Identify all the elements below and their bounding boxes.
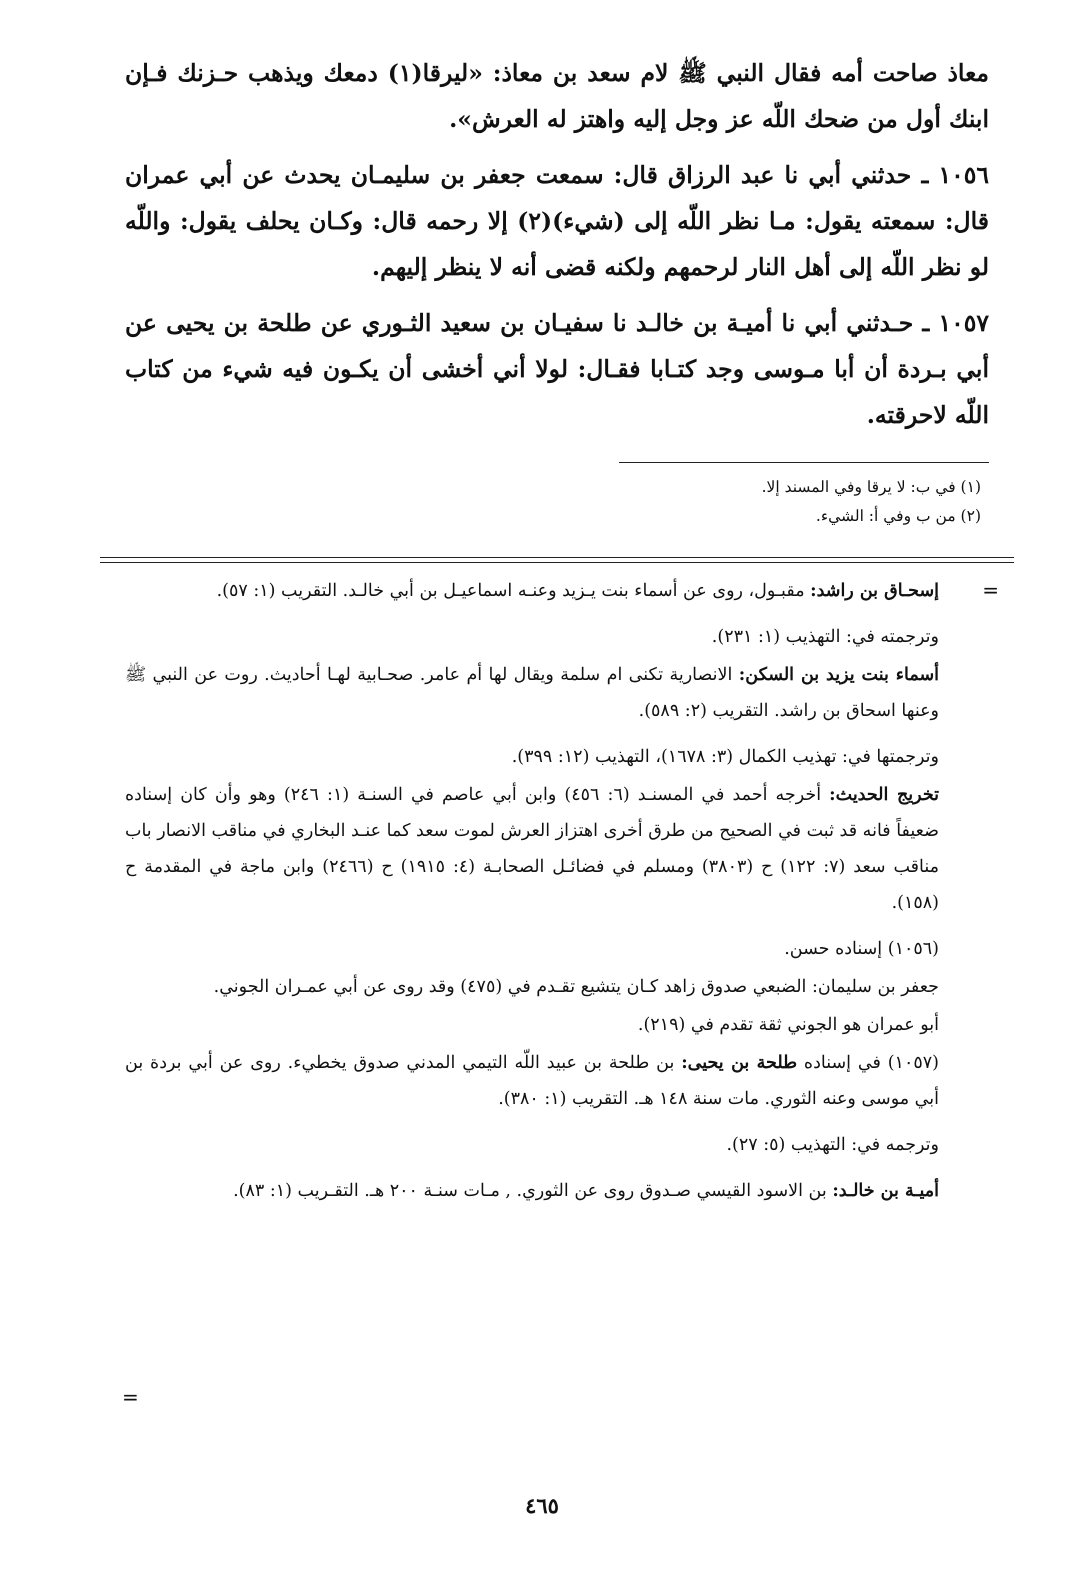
commentary-abu-imran: أبو عمران هو الجوني ثقة تقدم في (٢١٩).: [637, 1015, 939, 1035]
commentary-ishaq-biography: وترجمته في: التهذيب (١: ٢٣١).: [711, 627, 939, 647]
continuation-mark-bottom: =: [122, 1385, 139, 1409]
commentary-talha-biography: وترجمه في: التهذيب (٥: ٢٧).: [726, 1135, 939, 1155]
footnote-divider: [619, 462, 989, 463]
continuation-mark-top: =: [982, 578, 999, 602]
commentary-1056: (١٠٥٦) إسناده حسن.: [784, 939, 939, 959]
commentary-umayya: أميـة بن خالـد: بن الاسود القيسي صـدوق روى عن الثوري. , مـات سنـة ٢٠٠ هـ. التقـريب (١: ٨٣).: [233, 1181, 939, 1201]
main-paragraph-1: معاذ صاحت أمه فقال النبي ﷺ لام سعد بن معاذ: «ليرقا(١) دمعك ويذهب حـزنك فـإن ابنك أول من ضحك اللّه عز وجل إليه واهتز له العرش».: [125, 59, 990, 133]
takhrij-heading: تخريج الحديث:: [829, 785, 939, 805]
commentary-asma-biography: وترجمتها في: تهذيب الكمال (٣: ١٦٧٨)، التهذيب (١٢: ٣٩٩).: [511, 747, 939, 767]
hadith-1056: ١٠٥٦ ـ حدثني أبي نا عبد الرزاق قال: سمعت جعفر بن سليمـان يحدث عن أبي عمران قال: سمعته يقول: مـا نظر اللّه إلى (شيء)(٢) إلا رحمه قال: وكـان يحلف يقول: واللّه لو نظر اللّه إلى أهل النار لرحمهم ولكنه قضى أنه لا ينظر إليهم.: [125, 161, 989, 281]
commentary-1057: (١٠٥٧) في إسناده طلحة بن يحيى: بن طلحة بن عبيد اللّه التيمي المدني صدوق يخطيء. روى عن أبي بردة بن أبي موسى وعنه الثوري. مات سنة ١٤٨ هـ. التقريب (١: ٣٨٠).: [125, 1053, 939, 1109]
narrator-name: طلحة بن يحيى:: [681, 1053, 798, 1073]
commentary-jafar: جعفر بن سليمان: الضبعي صدوق زاهد كـان يتشيع تقـدم في (٤٧٥) وقد روى عن أبي عمـران الجوني.: [213, 977, 939, 997]
footnote-2: (٢) من ب وفي أ: الشيء.: [815, 507, 981, 525]
commentary-ishaq: إسحـاق بن راشد: مقبـول، روى عن أسماء بنت يـزيد وعنـه اسماعيـل بن أبي خالـد. التقريب (١: ٥٧).: [216, 581, 939, 601]
hadith-1057: ١٠٥٧ ـ حـدثني أبي نا أميـة بن خالـد نا سفيـان بن سعيد الثـوري عن طلحة بن يحيى عن أبي بـردة أن أبا مـوسى وجد كتـابا فقـال: لولا أني أخشى أن يكـون فيه شيء من كتاب اللّه لاحرقته.: [125, 309, 989, 429]
commentary-takhrij: تخريج الحديث: أخرجه أحمد في المسنـد (٦: ٤٥٦) وابن أبي عاصم في السنـة (١: ٢٤٦) وهو وأن كان إسناده ضعيفاً فانه قد ثبت في الصحيح من طرق أخرى اهتزاز العرش لموت سعد كما عنـد البخاري في مناقب الانصار باب مناقب سعد (٧: ١٢٢) ح (٣٨٠٣) ومسلم في فضائـل الصحابـة (٤: ١٩١٥) ح (٢٤٦٦) وابن ماجة في المقدمة ح (١٥٨).: [125, 785, 940, 913]
narrator-name: أسماء بنت يزيد بن السكن:: [738, 665, 939, 685]
narrator-name: إسحـاق بن راشد:: [810, 581, 939, 601]
footnotes: [125, 473, 989, 531]
main-text: [125, 50, 989, 438]
commentary: [125, 573, 989, 1209]
footnote-1: (١) في ب: لا يرقا وفي المسند إلا.: [761, 478, 981, 496]
page-number: ٤٦٥: [525, 1493, 559, 1518]
commentary-asma: أسماء بنت يزيد بن السكن: الانصارية تكنى ام سلمة ويقال لها أم عامر. صحـابية لهـا أحاديث. روت عن النبي ﷺ وعنها اسحاق بن راشد. التقريب (٢: ٥٨٩).: [125, 665, 939, 721]
commentary-divider: [100, 557, 1014, 563]
narrator-name: أميـة بن خالـد:: [832, 1181, 939, 1201]
